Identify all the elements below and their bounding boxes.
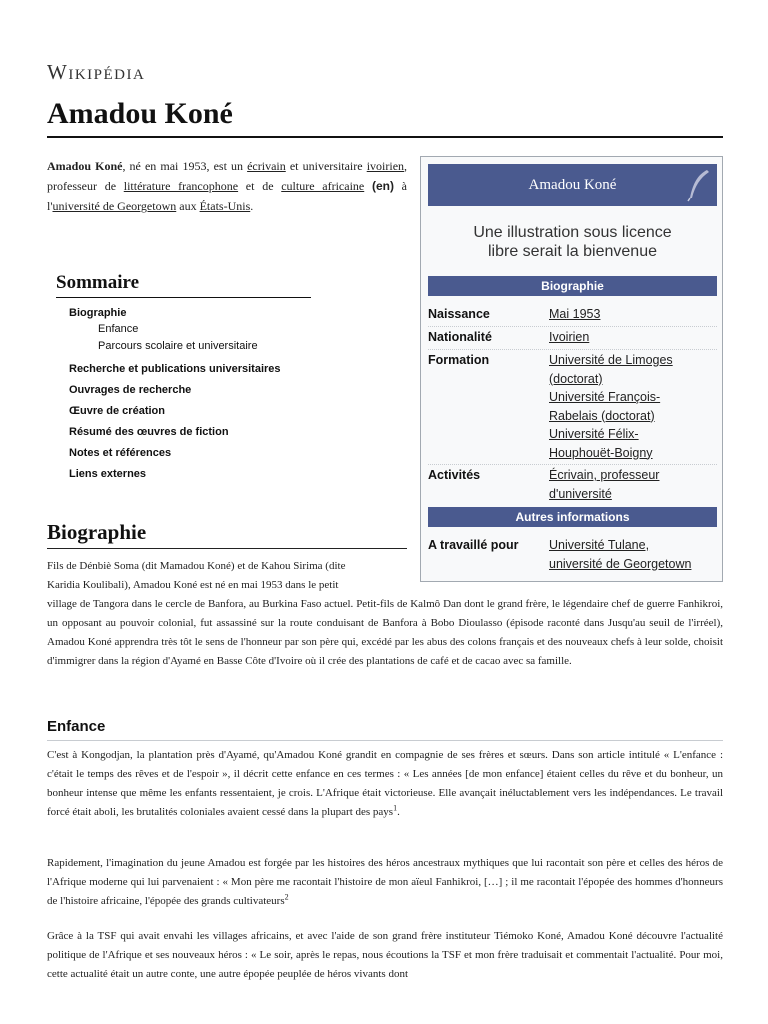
row-divider: [428, 326, 717, 327]
quill-icon: [685, 168, 711, 202]
toc-title: Sommaire: [56, 272, 140, 293]
toc-item-ouvrages[interactable]: Ouvrages de recherche: [69, 384, 192, 396]
enfance-paragraph-2: Rapidement, l'imagination du jeune Amadou est forgée par les histoires des héros ancestraux mythiques que lui racontait son père et celles des héros de l'Afrique moderne qui lui parvenaient : « Mon père me racontait l'histoire de mon aïeul Fanhikroi, […] ; il me racontait l'épopée des hommes d'honneurs de l'histoire africaine, l'épopée des grands cultivateurs$^2$: [47, 857, 723, 907]
infobox-title-bar: [428, 164, 717, 206]
enfance-paragraph-3: Grâce à la TSF qui avait envahi les villages africains, et avec l'aide de son grand frère instituteur Tiémoko Koné, Amadou Koné découvre l'actualité politique de l'Afrique et ses nouveaux héros : « Le soir, après le repas, nous écoutions la TSF et mon frère traduisait et commentait l'actualité. Pour moi, cette actualité était un autre conte, une autre épopée peuplée de héros vivants dont: [47, 930, 723, 980]
infobox-section-biographie: Biographie: [428, 276, 717, 296]
reference-2[interactable]: 2: [284, 892, 289, 902]
row-divider: [428, 349, 717, 350]
illustration-placeholder[interactable]: Une illustration sous licence libre serait la bienvenue: [473, 224, 672, 260]
reference-1[interactable]: 1: [393, 803, 398, 813]
bio-paragraph-rest: village de Tangora dans le cercle de Banfora, au Burkina Faso actuel. Petit-fils de Kalmô Dan dont le grand frère, le légendaire chef de guerre Fanhikroi, un opposant au pouvoir colonial, fut assassiné sur la route conduisant de Banfora à Bobo Dioulasso (épisode raconté dans Jusqu'au seuil de l'irréel), Amadou Koné apprendra très tôt le sens de l'honneur par son père qui, excédé par les abus des colons français et des nouveaux chefs à leur solde, choisit d'immigrer dans la région d'Ayamé en Basse Côte d'Ivoire où il crée des plantations de café et de cacao avec sa famille.: [47, 598, 723, 667]
link-culture-africaine[interactable]: culture africaine: [281, 179, 365, 193]
link-ecrivain[interactable]: écrivain: [247, 159, 286, 173]
link-houphouet-boigny[interactable]: Houphouët-Boigny: [549, 445, 653, 460]
link-litterature-francophone[interactable]: littérature francophone: [123, 179, 239, 193]
link-universite-felix[interactable]: Université Félix-: [549, 427, 639, 441]
english-link-badge[interactable]: (en): [371, 179, 394, 193]
link-universite-limoges[interactable]: Université de Limoges: [549, 353, 673, 367]
toc-item-notes[interactable]: Notes et références: [69, 447, 172, 459]
toc-item-oeuvre[interactable]: Œuvre de création: [69, 405, 165, 417]
wikipedia-logo[interactable]: Wikipédia: [47, 60, 146, 84]
link-universite-francois[interactable]: Université François-: [549, 390, 661, 404]
link-etats-unis[interactable]: États-Unis: [199, 199, 251, 213]
link-ivoirien[interactable]: ivoirien: [366, 159, 405, 173]
toc-item-recherche[interactable]: Recherche et publications universitaires: [69, 363, 281, 375]
toc-item-resume[interactable]: Résumé des œuvres de fiction: [69, 426, 229, 438]
page-title: Amadou Koné: [47, 97, 233, 130]
link-mai-1953[interactable]: Mai 1953: [549, 307, 601, 321]
infobox: Amadou Koné Une illustration sous licence libre serait la bienvenue Biographie Naissance Mai 1953 Nationalité Ivoirien Formation Université de Limoges (doctorat) Université François- Rabelais (doctorat) Université Félix- Houphouët-Boigny Activités Écrivain, professeur d'université Autres informations A travaillé pour Université Tulane, université de Georgetown: [420, 156, 723, 582]
title-divider: [47, 136, 723, 138]
link-ecrivain-professeur[interactable]: Écrivain, professeur: [549, 468, 660, 482]
link-universite-georgetown-infobox[interactable]: université de Georgetown: [549, 556, 692, 571]
link-doctorat[interactable]: (doctorat): [549, 371, 603, 386]
toc-divider: [56, 297, 311, 298]
link-universite-georgetown[interactable]: université de Georgetown: [52, 199, 177, 213]
enfance-paragraph-1: C'est à Kongodjan, la plantation près d'Ayamé, qu'Amadou Koné grandit en compagnie de ses frères et sœurs. Dans son article intitulé « L'enfance : c'était le temps des rêves et de l'espoir », il décrit cette enfance en ces termes : « Les années [de mon enfance] étaient celles du rêve et du bonheur, un bonheur intense que même les enfants ressentaient, je crois. L'Afrique était victorieuse. Elle avançait inéluctablement vers les indépendances. Le travail forcé était aboli, les brutalités coloniales avaient cessé dans la plupart des pays$^1$.: [47, 749, 723, 818]
toc-item-biographie[interactable]: Biographie: [69, 307, 127, 319]
link-rabelais-doctorat[interactable]: Rabelais (doctorat): [549, 408, 655, 423]
toc-item-parcours[interactable]: Parcours scolaire et universitaire: [98, 340, 258, 352]
subject-name: Amadou Koné: [47, 159, 123, 173]
section-divider: [47, 548, 407, 549]
link-universite[interactable]: d'université: [549, 486, 612, 501]
infobox-title: Amadou Koné: [428, 164, 717, 206]
bio-paragraph-start: Fils de Dénbiè Soma (dit Mamadou Koné) et de Kahou Sirima (dite Karidia Koulibali), Amadou Koné est né en mai 1953 dans le petit: [47, 560, 346, 591]
infobox-section-autres: Autres informations: [428, 507, 717, 527]
toc-item-liens[interactable]: Liens externes: [69, 468, 147, 480]
link-ivoirien-infobox[interactable]: Ivoirien: [549, 330, 590, 344]
section-heading-enfance: Enfance: [47, 718, 106, 735]
section-heading-biographie: Biographie: [47, 520, 147, 544]
link-universite-tulane[interactable]: Université Tulane,: [549, 538, 650, 552]
toc-item-enfance[interactable]: Enfance: [98, 323, 139, 335]
row-divider: [428, 464, 717, 465]
intro-paragraph: Amadou Koné, né en mai 1953, est un écrivain et universitaire ivoirien, professeur de littérature francophone et de culture africaine (en) à l'université de Georgetown aux États-Unis.: [47, 159, 408, 213]
subsection-divider: [47, 740, 723, 741]
